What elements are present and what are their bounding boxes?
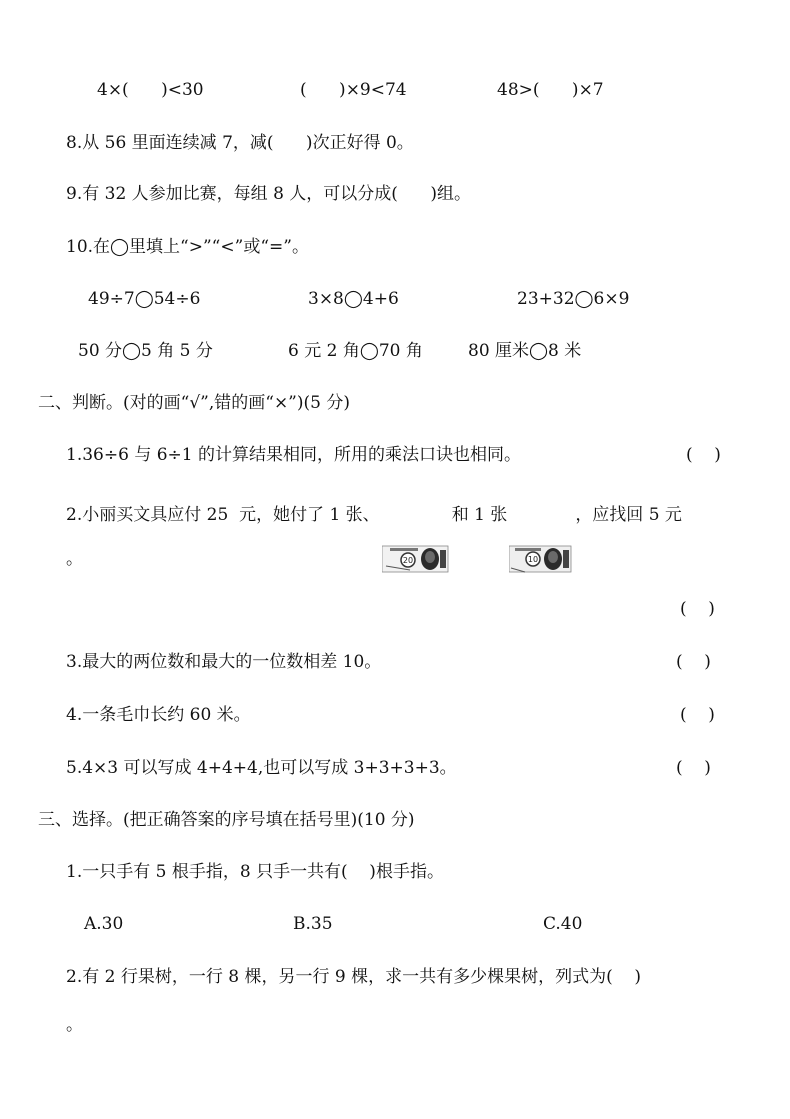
- q10-expr-1b: 3×8◯4+6: [308, 289, 399, 309]
- q7-expr-a: 4×( )<30: [97, 80, 204, 100]
- judge-4-text: 4.一条毛巾长约 60 米。: [66, 705, 251, 725]
- choice-1-option-c[interactable]: C.40: [543, 914, 583, 934]
- judge-4-answer-paren[interactable]: ( ): [680, 705, 715, 725]
- section-3-title: 三、选择。(把正确答案的序号填在括号里)(10 分): [38, 810, 415, 830]
- ten-yuan-banknote-icon: [509, 500, 573, 564]
- question-10: 10.在◯里填上“>”“<”或“=”。: [66, 237, 309, 257]
- q10-expr-2b: 6 元 2 角◯70 角: [288, 341, 423, 361]
- q10-expr-2a: 50 分◯5 角 5 分: [78, 341, 213, 361]
- judge-2-text-after: ，应找回 5 元: [575, 505, 682, 525]
- judge-1-text: 1.36÷6 与 6÷1 的计算结果相同，所用的乘法口诀也相同。: [66, 445, 521, 465]
- choice-1-option-b[interactable]: B.35: [293, 914, 333, 934]
- judge-1-answer-paren[interactable]: ( ): [686, 445, 721, 465]
- q10-expr-2c: 80 厘米◯8 米: [468, 341, 582, 361]
- section-2-title: 二、判断。(对的画“√”,错的画“×”)(5 分): [38, 393, 350, 413]
- judge-3-text: 3.最大的两位数和最大的一位数相差 10。: [66, 652, 382, 672]
- q10-expr-1c: 23+32◯6×9: [517, 289, 630, 309]
- bill-20-value: 20: [402, 556, 413, 565]
- choice-2-text: 2.有 2 行果树，一行 8 棵，另一行 9 棵，求一共有多少棵果树，列式为( ): [66, 967, 641, 987]
- judge-2-text-tail: 。: [66, 549, 83, 569]
- choice-1-text: 1.一只手有 5 根手指，8 只手一共有( )根手指。: [66, 862, 444, 882]
- judge-3-answer-paren[interactable]: ( ): [676, 652, 711, 672]
- q7-expr-c: 48>( )×7: [497, 80, 604, 100]
- choice-1-option-a[interactable]: A.30: [84, 914, 124, 934]
- judge-2-text-before: 2.小丽买文具应付 25 元，她付了 1 张、: [66, 505, 380, 525]
- judge-2-text: [66, 500, 682, 565]
- bill-10-value: 10: [528, 555, 539, 564]
- question-8: 8.从 56 里面连续减 7，减( )次正好得 0。: [66, 133, 414, 153]
- judge-2-text-mid: 和 1 张: [451, 505, 508, 525]
- judge-5-answer-paren[interactable]: ( ): [676, 758, 711, 778]
- choice-2-tail: 。: [66, 1015, 83, 1035]
- judge-2-answer-paren[interactable]: ( ): [680, 599, 715, 619]
- question-9: 9.有 32 人参加比赛，每组 8 人，可以分成( )组。: [66, 184, 471, 204]
- judge-5-text: 5.4×3 可以写成 4+4+4,也可以写成 3+3+3+3。: [66, 758, 457, 778]
- q7-expr-b: ( )×9<74: [300, 80, 407, 100]
- twenty-yuan-banknote-icon: [382, 500, 450, 565]
- q10-expr-1a: 49÷7◯54÷6: [88, 289, 201, 309]
